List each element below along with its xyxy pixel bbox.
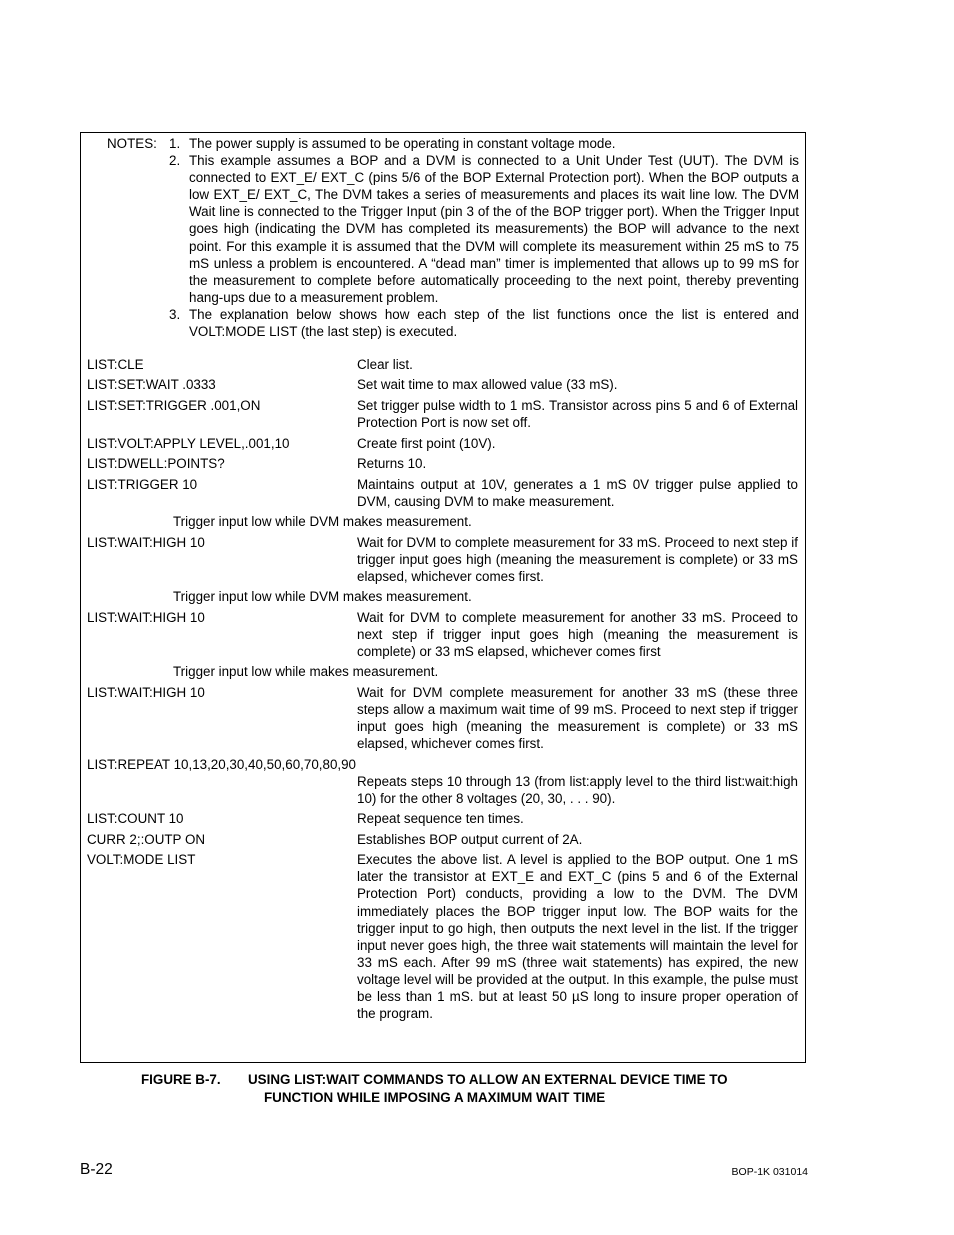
command-text: LIST:DWELL:POINTS? (87, 456, 225, 472)
command-row (87, 435, 798, 452)
command-row (87, 609, 798, 660)
command-description: Wait for DVM to complete measurement for 33 mS. Proceed to next step if trigger input goes high (meaning the measurement is complete) or 33 mS elapsed, whichever comes first. (357, 534, 798, 584)
command-row (87, 455, 798, 472)
command-row (87, 831, 798, 848)
page-number: B-22 (80, 1161, 113, 1178)
note-item (107, 135, 799, 152)
trigger-note: Trigger input low while DVM makes measurement. (173, 589, 472, 605)
document-id: BOP-1K 031014 (731, 1166, 808, 1178)
command-row (87, 684, 798, 752)
figure-frame (80, 132, 806, 1063)
command-description: Create first point (10V). (357, 435, 496, 451)
command-text: LIST:SET:WAIT .0333 (87, 377, 216, 393)
command-list (87, 356, 798, 1026)
trigger-note: Trigger input low while DVM makes measurement. (173, 514, 472, 530)
command-description: Wait for DVM to complete measurement for another 33 mS. Proceed to next step if trigger input goes high (meaning the measurement is complete) or 33 mS elapsed, whichever comes first (357, 609, 798, 659)
command-text: LIST:SET:TRIGGER .001,ON (87, 397, 261, 413)
trigger-note: Trigger input low while makes measurement. (173, 664, 439, 680)
notes-section (107, 135, 799, 340)
command-description: Clear list. (357, 357, 413, 372)
command-description: Repeat sequence ten times. (357, 811, 524, 827)
notes-label: NOTES: (107, 136, 157, 151)
command-row (87, 851, 798, 1022)
note-text: The power supply is assumed to be operating in constant voltage mode. (189, 136, 616, 151)
command-text: LIST:TRIGGER 10 (87, 476, 198, 492)
figure-label: FIGURE B-7. (141, 1072, 221, 1087)
command-text: LIST:COUNT 10 (87, 811, 184, 827)
command-row (87, 476, 798, 510)
command-text: LIST:WAIT:HIGH 10 (87, 609, 205, 625)
note-number: 1. (169, 136, 181, 151)
note-item (107, 152, 799, 306)
command-text: LIST:CLE (87, 357, 144, 372)
command-text: CURR 2;:OUTP ON (87, 831, 206, 847)
caption-line-1: USING LIST:WAIT COMMANDS TO ALLOW AN EXTERNAL DEVICE TIME TO (248, 1072, 728, 1087)
command-row (87, 810, 798, 827)
command-text: LIST:VOLT:APPLY LEVEL,.001,10 (87, 435, 290, 451)
command-description: Repeats steps 10 through 13 (from list:apply level to the third list:wait:high 10) for the other 8 voltages (20, 30, . . . 90). (357, 773, 798, 806)
command-description: Set wait time to max allowed value (33 mS). (357, 377, 618, 393)
note-text: The explanation below shows how each step of the list functions once the list is entered and VOLT:MODE LIST (the last step) is executed. (189, 306, 799, 340)
note-number: 3. (169, 306, 181, 322)
command-row (87, 376, 798, 393)
note-item (107, 306, 799, 340)
command-description: Wait for DVM complete measurement for another 33 mS (these three steps allow a maximum wait time of 99 mS. Proceed to next step if trigger input goes high (meaning the measurement is complete) or 33 mS elapsed, whichever comes first. (357, 684, 798, 752)
command-description: Maintains output at 10V, generates a 1 mS 0V trigger pulse applied to DVM, causing DVM to make measurement. (357, 476, 798, 509)
command-text: VOLT:MODE LIST (87, 852, 196, 868)
command-text: LIST:WAIT:HIGH 10 (87, 684, 205, 700)
command-text: LIST:REPEAT 10,13,20,30,40,50,60,70,80,90 (87, 756, 357, 772)
figure-caption (80, 1071, 806, 1106)
command-description: Returns 10. (357, 456, 427, 472)
command-description: Establishes BOP output current of 2A. (357, 831, 583, 847)
command-row (87, 356, 798, 373)
command-row (87, 534, 798, 585)
command-text: LIST:WAIT:HIGH 10 (87, 534, 205, 550)
command-row (87, 397, 798, 431)
command-description: Executes the above list. A level is applied to the BOP output. One 1 mS later the transistor at EXT_E and EXT_C (pins 5 and 6 of the External Protection Port) conducts, providing a low to the DVM. The DVM immediately places the BOP trigger input low. The BOP waits for the trigger input to go high, then outputs the next level in the list. If the trigger input never goes high, the three wait statements will maintain the level for 33 mS each. After 99 mS (three wait statements) has expired, the new voltage level will be provided at the output. In this example, the pulse must be less than 1 mS. but at least 50 µS long to insure proper operation of the program. (357, 852, 798, 1022)
note-number: 2. (169, 153, 181, 169)
note-text: This example assumes a BOP and a DVM is connected to a Unit Under Test (UUT). The DVM is connected to EXT_E/ EXT_C (pins 5/6 of the BOP External Protection port). When the BOP outputs a low EXT_E/ EXT_C, The DVM takes a series of measurements and places its wait line low. The DVM Wait line is connected to the Trigger Input (pin 3 of the of the BOP trigger port). When the Trigger Input goes high (indicating the DVM has completed its measurements) the BOP will advance to the next point. For this example it is assumed that the DVM will complete its measurement within 25 mS to 75 mS unless a problem is encountered. A “dead man” timer is implemented that allows up to 99 mS for the measurement to complete before automatically proceeding to the next point, thereby preventing hang-ups due to a measurement problem. (189, 153, 799, 305)
command-description: Set trigger pulse width to 1 mS. Transistor across pins 5 and 6 of External Protection Port is now set off. (357, 397, 798, 431)
caption-line-2: FUNCTION WHILE IMPOSING A MAXIMUM WAIT TIME (264, 1089, 606, 1105)
